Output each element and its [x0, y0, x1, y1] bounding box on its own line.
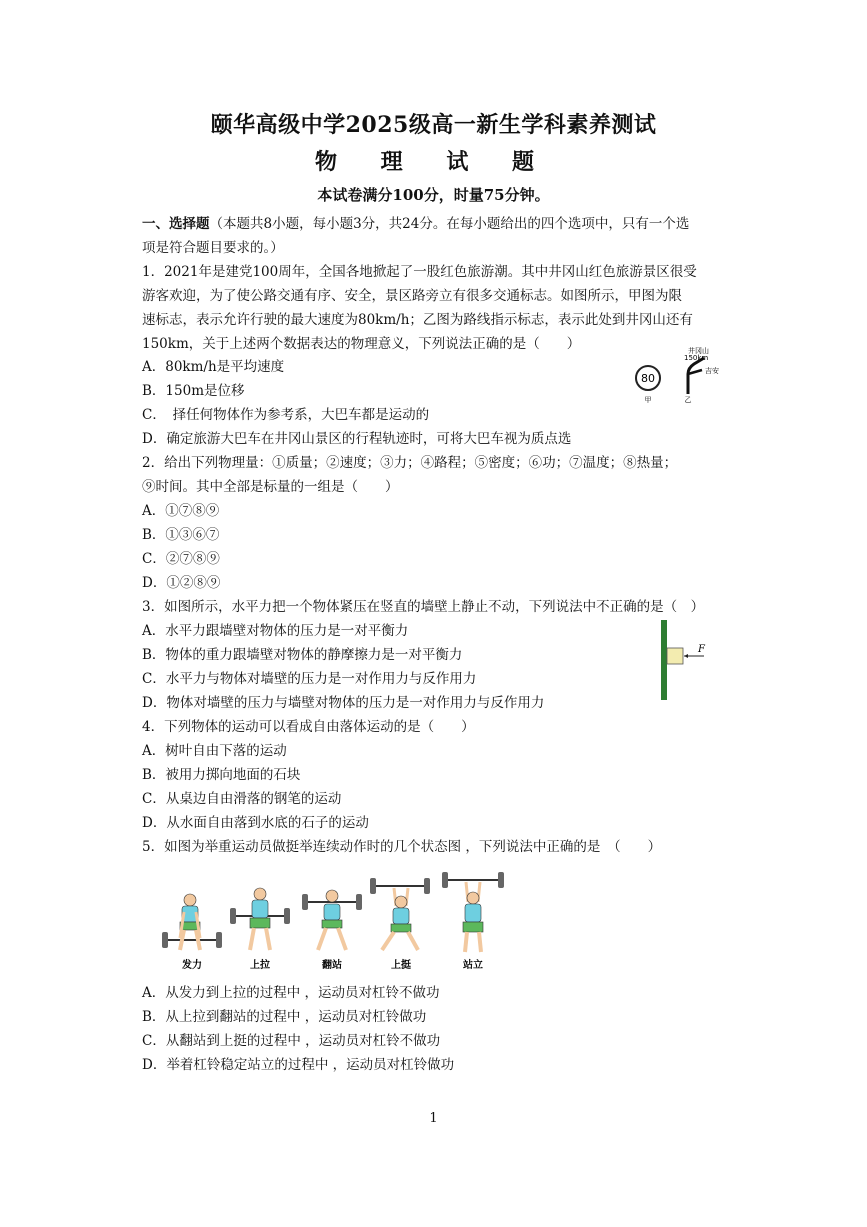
q5-option-a: A．从发力到上拉的过程中 ，运动员对杠铃不做功 [142, 985, 440, 1001]
speed-limit-value: 80 [641, 372, 655, 385]
route-sign-arrow [688, 358, 704, 394]
q1-stem-line: 150km，关于上述两个数据表达的物理意义，下列说法正确的是（ ） [142, 336, 581, 352]
wall [661, 620, 667, 700]
q1-stem-line: 1．2021年是建党100周年，全国各地掀起了一股红色旅游潮。其中井冈山红色旅游景区很受 [142, 264, 697, 280]
route-distance: 150km [684, 354, 709, 362]
page-number: 1 [429, 1111, 438, 1126]
lifter-pose-5 [442, 872, 504, 971]
traffic-signs-figure [628, 346, 728, 408]
force-label: F [698, 644, 705, 655]
lifter-pose-1 [162, 894, 222, 971]
q5-option-c: C．从翻站到上挺的过程中 ，运动员对杠铃不做功 [142, 1033, 441, 1049]
label-yi: 乙 [684, 396, 692, 404]
section-heading: 一、选择题 [142, 216, 210, 232]
q4-option-b: B．被用力掷向地面的石块 [142, 767, 301, 783]
section-intro-line2: 项是符合题目要求的。） [142, 240, 284, 256]
exam-info: 本试卷满分100分，时量75分钟。 [317, 186, 550, 204]
subject-title: 物 理 试 题 [315, 149, 552, 175]
q2-option-c: C．②⑦⑧⑨ [142, 551, 220, 567]
route-destination: 井冈山 [688, 347, 709, 355]
route-branch-name: 吉安 [705, 367, 719, 375]
q1-option-d: D．确定旅游大巴车在井冈山景区的行程轨迹时，可将大巴车视为质点选 [142, 431, 572, 447]
force-arrowhead [684, 654, 688, 658]
q3-stem-line: 3．如图所示，水平力把一个物体紧压在竖直的墙壁上静止不动，下列说法中不正确的是（ ） [142, 599, 705, 615]
q1-stem-line: 速标志，表示允许行驶的最大速度为80km/h；乙图为路线指示标志，表示此处到井冈山还有 [142, 312, 693, 328]
q2-option-d: D．①②⑧⑨ [142, 575, 221, 591]
q3-option-c: C．水平力与物体对墙壁的压力是一对作用力与反作用力 [142, 671, 477, 687]
caption-zhanli: 站立 [463, 960, 483, 971]
section-desc: （本题共8小题，每小题3分，共24分。在每小题给出的四个选项中，只有一个选 [209, 216, 690, 232]
label-jia: 甲 [644, 396, 652, 404]
wall-block-figure [656, 620, 716, 700]
q1-option-b: B．150m是位移 [142, 383, 245, 399]
q2-stem-line: ⑨时间。其中全部是标量的一组是（ ） [142, 479, 399, 495]
caption-fanzhan: 翻站 [322, 960, 342, 971]
q4-option-c: C．从桌边自由滑落的钢笔的运动 [142, 791, 342, 807]
caption-fali: 发力 [182, 960, 202, 971]
q1-stem-line: 游客欢迎，为了使公路交通有序、安全，景区路旁立有很多交通标志。如图所示，甲图为限 [142, 288, 682, 304]
q4-option-d: D．从水面自由落到水底的石子的运动 [142, 815, 369, 831]
q3-option-a: A．水平力跟墙壁对物体的压力是一对平衡力 [142, 623, 409, 639]
q4-option-a: A．树叶自由下落的运动 [142, 743, 287, 759]
block [667, 648, 683, 664]
q3-option-b: B．物体的重力跟墙壁对物体的静摩擦力是一对平衡力 [142, 647, 463, 663]
q1-option-c: C． 择任何物体作为参考系，大巴车都是运动的 [142, 407, 430, 423]
q2-option-a: A．①⑦⑧⑨ [142, 503, 220, 519]
school-title: 颐华高级中学2025级高一新生学科素养测试 [210, 112, 657, 138]
caption-shangla: 上拉 [250, 960, 270, 971]
q5-option-d: D．举着杠铃稳定站立的过程中 ，运动员对杠铃做功 [142, 1057, 455, 1073]
q1-option-a: A．80km/h是平均速度 [142, 359, 285, 375]
q4-stem-line: 4．下列物体的运动可以看成自由落体运动的是（ ） [142, 719, 475, 735]
section-intro-line1 [142, 215, 689, 233]
q5-option-b: B．从上拉到翻站的过程中 ，运动员对杠铃做功 [142, 1009, 427, 1025]
q3-option-d: D．物体对墙壁的压力与墙壁对物体的压力是一对作用力与反作用力 [142, 695, 545, 711]
q2-option-b: B．①③⑥⑦ [142, 527, 220, 543]
q5-stem-line: 5．如图为举重运动员做挺举连续动作时的几个状态图 ，下列说法中正确的是 （ ） [142, 839, 662, 855]
caption-shangting: 上挺 [391, 960, 411, 971]
q2-stem-line: 2．给出下列物理量：①质量；②速度；③力；④路程；⑤密度；⑥功；⑦温度；⑧热量； [142, 455, 678, 471]
weightlifter-figure [156, 872, 516, 972]
lifter-pose-2 [230, 888, 290, 971]
lifter-pose-4 [370, 878, 430, 971]
lifter-pose-3 [302, 890, 362, 971]
